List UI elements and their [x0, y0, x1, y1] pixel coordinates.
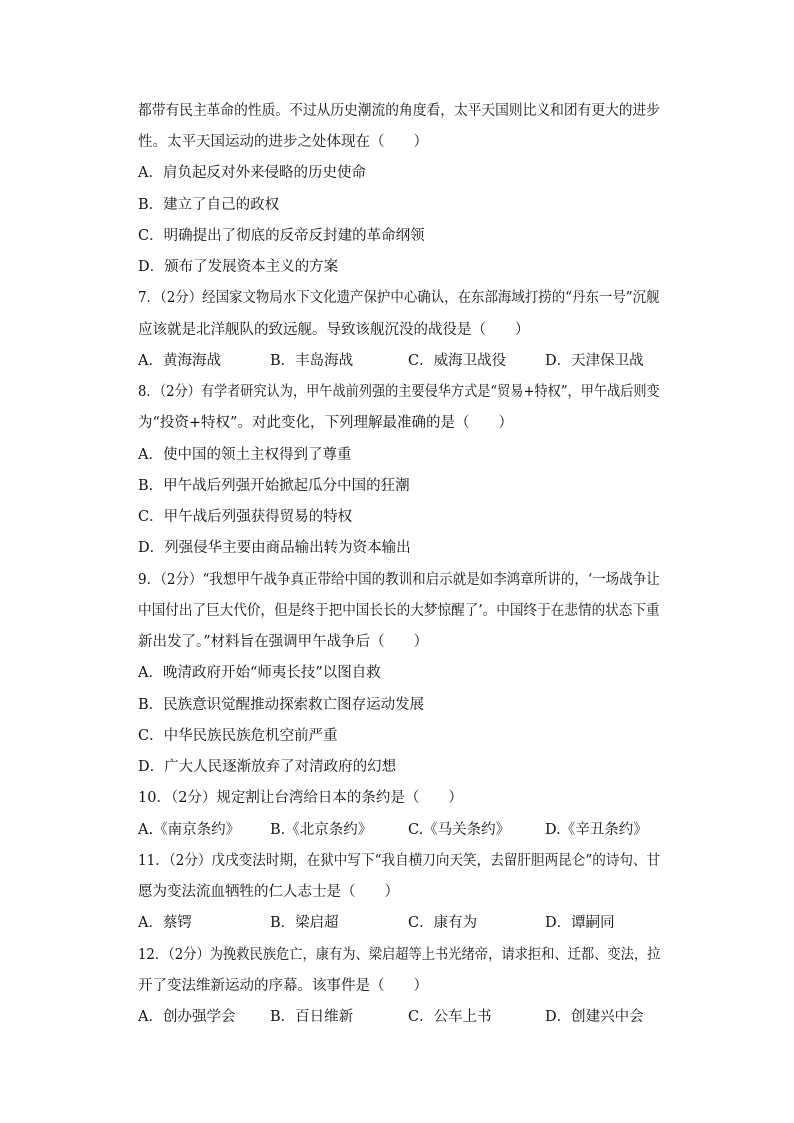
- q12-option-a: A．创办强学会: [138, 1009, 236, 1025]
- question-12-stem-cont: 开了变法维新运动的序幕。该事件是（ ）: [138, 978, 428, 994]
- question-10-line: [0, 786, 794, 810]
- q8-option-c: C．甲午战后列强获得贸易的特权: [138, 509, 353, 525]
- question-9-stem: 9．（2分）“我想甲午战争真正带给中国的教训和启示就是如李鸿章所讲的，‘一场战争让: [138, 572, 660, 588]
- q9-option-c: C．中华民族民族危机空前严重: [138, 728, 338, 744]
- question-8-stem-cont: 为“投资+特权”。对此变化，下列理解最准确的是（ ）: [138, 415, 513, 431]
- passage-text: 都带有民主革命的性质。不过从历史潮流的角度看，太平天国则比义和团有更大的进步: [138, 103, 660, 119]
- question-9-line: [0, 599, 794, 623]
- question-6-stem: 性。太平天国运动的进步之处体现在（ ）: [138, 134, 428, 150]
- q11-option-b: B．梁启超: [270, 915, 339, 931]
- q10-option-d: D.《辛丑条约》: [545, 822, 648, 838]
- q8-option-a: A．使中国的领土主权得到了尊重: [138, 447, 352, 463]
- q7-option-a: A．黄海海战: [138, 353, 221, 369]
- q7-option-d: D．天津保卫战: [545, 353, 644, 369]
- question-11-line: [0, 849, 794, 873]
- question-12-line: [0, 974, 794, 998]
- q10-option-b: B.《北京条约》: [270, 822, 373, 838]
- option-line: [0, 193, 794, 217]
- question-8-line: [0, 411, 794, 435]
- q9-option-a: A．晚清政府开始“师夷长技”以图自救: [138, 665, 381, 681]
- option-line: [0, 693, 794, 717]
- q9-option-d: D．广大人民逐渐放弃了对清政府的幻想: [138, 759, 397, 775]
- q6-option-c: C．明确提出了彻底的反帝反封建的革命纲领: [138, 228, 425, 244]
- q12-option-b: B．百日维新: [270, 1009, 354, 1025]
- question-7-line: [0, 318, 794, 342]
- question-9-line: [0, 630, 794, 654]
- options-row-q7: [0, 349, 794, 373]
- q11-option-a: A．蔡锷: [138, 915, 192, 931]
- option-line: [0, 755, 794, 779]
- question-10-stem: 10．（2分）规定割让台湾给日本的条约是（ ）: [138, 790, 463, 806]
- q6-option-b: B．建立了自己的政权: [138, 197, 280, 213]
- q7-option-c: C．威海卫战役: [408, 353, 507, 369]
- q7-option-b: B．丰岛海战: [270, 353, 354, 369]
- q11-option-d: D．谭嗣同: [545, 915, 615, 931]
- question-12-line: [0, 943, 794, 967]
- option-line: [0, 724, 794, 748]
- option-line: [0, 536, 794, 560]
- option-line: [0, 661, 794, 685]
- q11-option-c: C．康有为: [408, 915, 478, 931]
- q8-option-b: B．甲午战后列强开始掀起瓜分中国的狂潮: [138, 478, 410, 494]
- option-line: [0, 443, 794, 467]
- option-line: [0, 224, 794, 248]
- q8-option-d: D．列强侵华主要由商品输出转为资本输出: [138, 540, 411, 556]
- option-line: [0, 255, 794, 279]
- q10-option-c: C.《马关条约》: [408, 822, 511, 838]
- q9-option-b: B．民族意识觉醒推动探索救亡图存运动发展: [138, 697, 425, 713]
- options-row-q11: [0, 911, 794, 935]
- option-line: [0, 474, 794, 498]
- option-line: [0, 505, 794, 529]
- question-9-stem-cont: 中国付出了巨大代价，但是终于把中国长长的大梦惊醒了’。中国终于在悲情的状态下重: [138, 603, 660, 619]
- question-8-stem: 8．（2分）有学者研究认为，甲午战前列强的主要侵华方式是“贸易+特权”，甲午战后则变: [138, 384, 660, 400]
- question-7-stem-cont: 应该就是北洋舰队的致远舰。导致该舰沉没的战役是（ ）: [138, 322, 530, 338]
- question-7-line: [0, 286, 794, 310]
- options-row-q12: [0, 1005, 794, 1029]
- q12-option-c: C．公车上书: [408, 1009, 492, 1025]
- q10-option-a: A.《南京条约》: [138, 822, 241, 838]
- question-9-line: [0, 568, 794, 592]
- question-9-stem-end: 新出发了。”材料旨在强调甲午战争后（ ）: [138, 634, 429, 650]
- question-11-stem: 11．（2分）戊戌变法时期，在狱中写下“我自横刀向天笑，去留肝胆两昆仑”的诗句、甘: [138, 853, 661, 869]
- options-row-q10: [0, 818, 794, 842]
- question-8-line: [0, 380, 794, 404]
- passage-line: [0, 99, 794, 123]
- question-7-stem: 7．（2分）经国家文物局水下文化遗产保护中心确认，在东部海域打捞的“丹东一号”沉舰: [138, 290, 660, 306]
- question-12-stem: 12．（2分）为挽救民族危亡，康有为、梁启超等上书光绪帝，请求拒和、迁都、变法，拉: [138, 947, 661, 963]
- q12-option-d: D．创建兴中会: [545, 1009, 644, 1025]
- question-11-line: [0, 880, 794, 904]
- q6-option-a: A．肩负起反对外来侵略的历史使命: [138, 165, 366, 181]
- question-stem-line: [0, 130, 794, 154]
- option-line: [0, 161, 794, 185]
- q6-option-d: D．颁布了发展资本主义的方案: [138, 259, 339, 275]
- question-11-stem-cont: 愿为变法流血牺牲的仁人志士是（ ）: [138, 884, 399, 900]
